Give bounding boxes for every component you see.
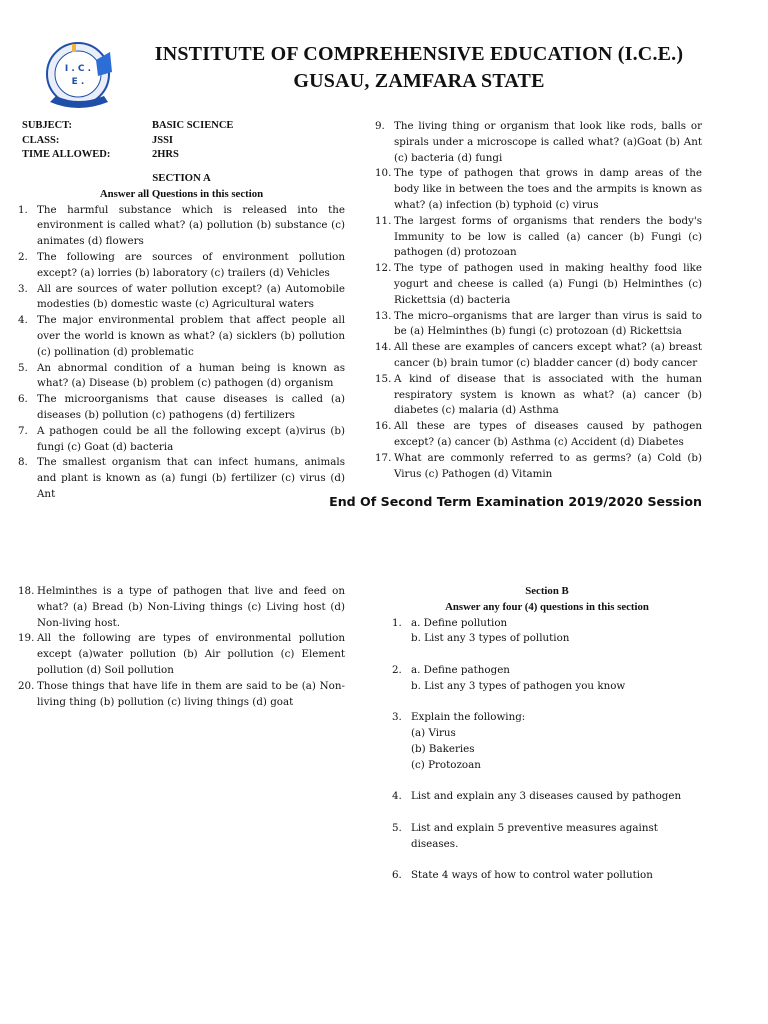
section-b-item: 1. a. Define pollution b. List any 3 types of pollution [392, 616, 570, 645]
question-item: 10. The type of pathogen that grows in damp areas of the body like in between the toes and the armpits is known as what? (a) infection (b) typhoid (c) virus [375, 167, 702, 211]
institute-location: GUSAU, ZAMFARA STATE [293, 70, 545, 92]
question-item: 4. The major environmental problem that affect people all over the world is known as what? (a) sicklers (b) pollution (c) pollination (d) problematic [18, 314, 345, 358]
question-item: 14. All these are examples of cancers except what? (a) breast cancer (b) brain tumor (c) bladder cancer (d) body cancer [375, 341, 702, 369]
section-a-instruction: Answer all Questions in this section [99, 187, 264, 200]
page2-left-column [18, 584, 345, 710]
question-item: 17. What are commonly referred to as germs? (a) Cold (b) Virus (c) Pathogen (d) Vitamin [375, 451, 702, 480]
question-item: 12. The type of pathogen used in making healthy food like yogurt and cheese is called (a) Fungi (b) Helminthes (c) Rickettsia (d) bacteria [375, 262, 702, 306]
section-b-column [392, 584, 702, 900]
question-item: 18. Helminthes is a type of pathogen that live and feed on what? (a) Bread (b) Non-Living things (c) Living host (d) Non-living host. [18, 585, 345, 629]
question-item: 3. All are sources of water pollution except? (a) Automobile modesties (b) domestic waste (c) Agricultural waters [18, 282, 345, 311]
exam-info [22, 119, 233, 163]
question-item: 6. The microorganisms that cause diseases is called (a) diseases (b) pollution (c) pathogens (d) fertilizers [18, 393, 345, 421]
info-row-class: CLASS: JSSI [22, 134, 174, 146]
question-item: 5. An abnormal condition of a human being is known as what? (a) Disease (b) problem (c) pathogen (d) organism [18, 361, 345, 390]
question-item: 1. The harmful substance which is released into the environment is called what? (a) pollution (b) substance (c) animates (d) flowers [18, 203, 345, 248]
section-a-left-column [18, 171, 345, 503]
svg-text:I . C .: I . C . [64, 64, 92, 74]
svg-text:E .: E . [71, 77, 85, 87]
question-item: 20. Those things that have life in them are said to be (a) Non-living thing (b) pollution (c) living things (d) goat [18, 679, 345, 708]
section-b-item: 6. State 4 ways of how to control water pollution [392, 869, 653, 882]
info-row-subject: SUBJECT: BASIC SCIENCE [22, 120, 234, 131]
question-item: 8. The smallest organism that can infect humans, animals and plant is known as (a) fungi (b) fertilizer (c) virus (d) Ant [18, 456, 345, 500]
section-b-instruction: Answer any four (4) questions in this section [445, 600, 649, 613]
info-row-time: TIME ALLOWED: 2HRS [22, 149, 179, 160]
section-b-item: 4. List and explain any 3 diseases caused by pathogen [392, 790, 682, 803]
section-a-title: SECTION A [152, 172, 211, 184]
question-item: 11. The largest forms of organisms that renders the body's Immunity to be low is called (a) cancer (b) Fungi (c) pathogen (d) protozoan [375, 214, 702, 259]
section-b-item: 3. Explain the following: (a) Virus (b) Bakeries (c) Protozoan [392, 711, 526, 771]
question-item: 2. The following are sources of environment pollution except? (a) lorries (b) laboratory (c) trailers (d) Vehicles [18, 250, 345, 279]
question-item: 16. All these are types of diseases caused by pathogen except? (a) cancer (b) Asthma (c) Accident (d) Diabetes [375, 420, 702, 448]
section-b-item: 5. List and explain 5 preventive measures against diseases. [392, 821, 658, 850]
institute-logo [38, 38, 124, 114]
institute-name: INSTITUTE OF COMPREHENSIVE EDUCATION (I.C.E.) [154, 43, 684, 65]
question-item: 15. A kind of disease that is associated with the human respiratory system is known as what? (a) cancer (b) diabetes (c) malaria (d) Asthma [375, 372, 702, 417]
section-b-item: 2. a. Define pathogen b. List any 3 types of pathogen you know [392, 663, 626, 692]
section-b-title: Section B [525, 585, 569, 597]
question-item: 7. A pathogen could be all the following except (a)virus (b) fungi (c) Goat (d) bacteria [18, 424, 345, 453]
exam-footer: End Of Second Term Examination 2019/2020 Session [329, 494, 702, 509]
question-item: 13. The micro–organisms that are larger than virus is said to be (a) Helminthes (b) fungi (c) protozoan (d) Rickettsia [375, 309, 702, 338]
question-item: 19. All the following are types of environmental pollution except (a)water pollution (b) Air pollution (c) Element pollution (d) Soil pollution [18, 632, 345, 676]
question-item: 9. The living thing or organism that look like rods, balls or spirals under a microscope is called what? (a)Goat (b) Ant (c) bacteria (d) fungi [375, 120, 702, 164]
section-a-right-column [375, 119, 702, 482]
